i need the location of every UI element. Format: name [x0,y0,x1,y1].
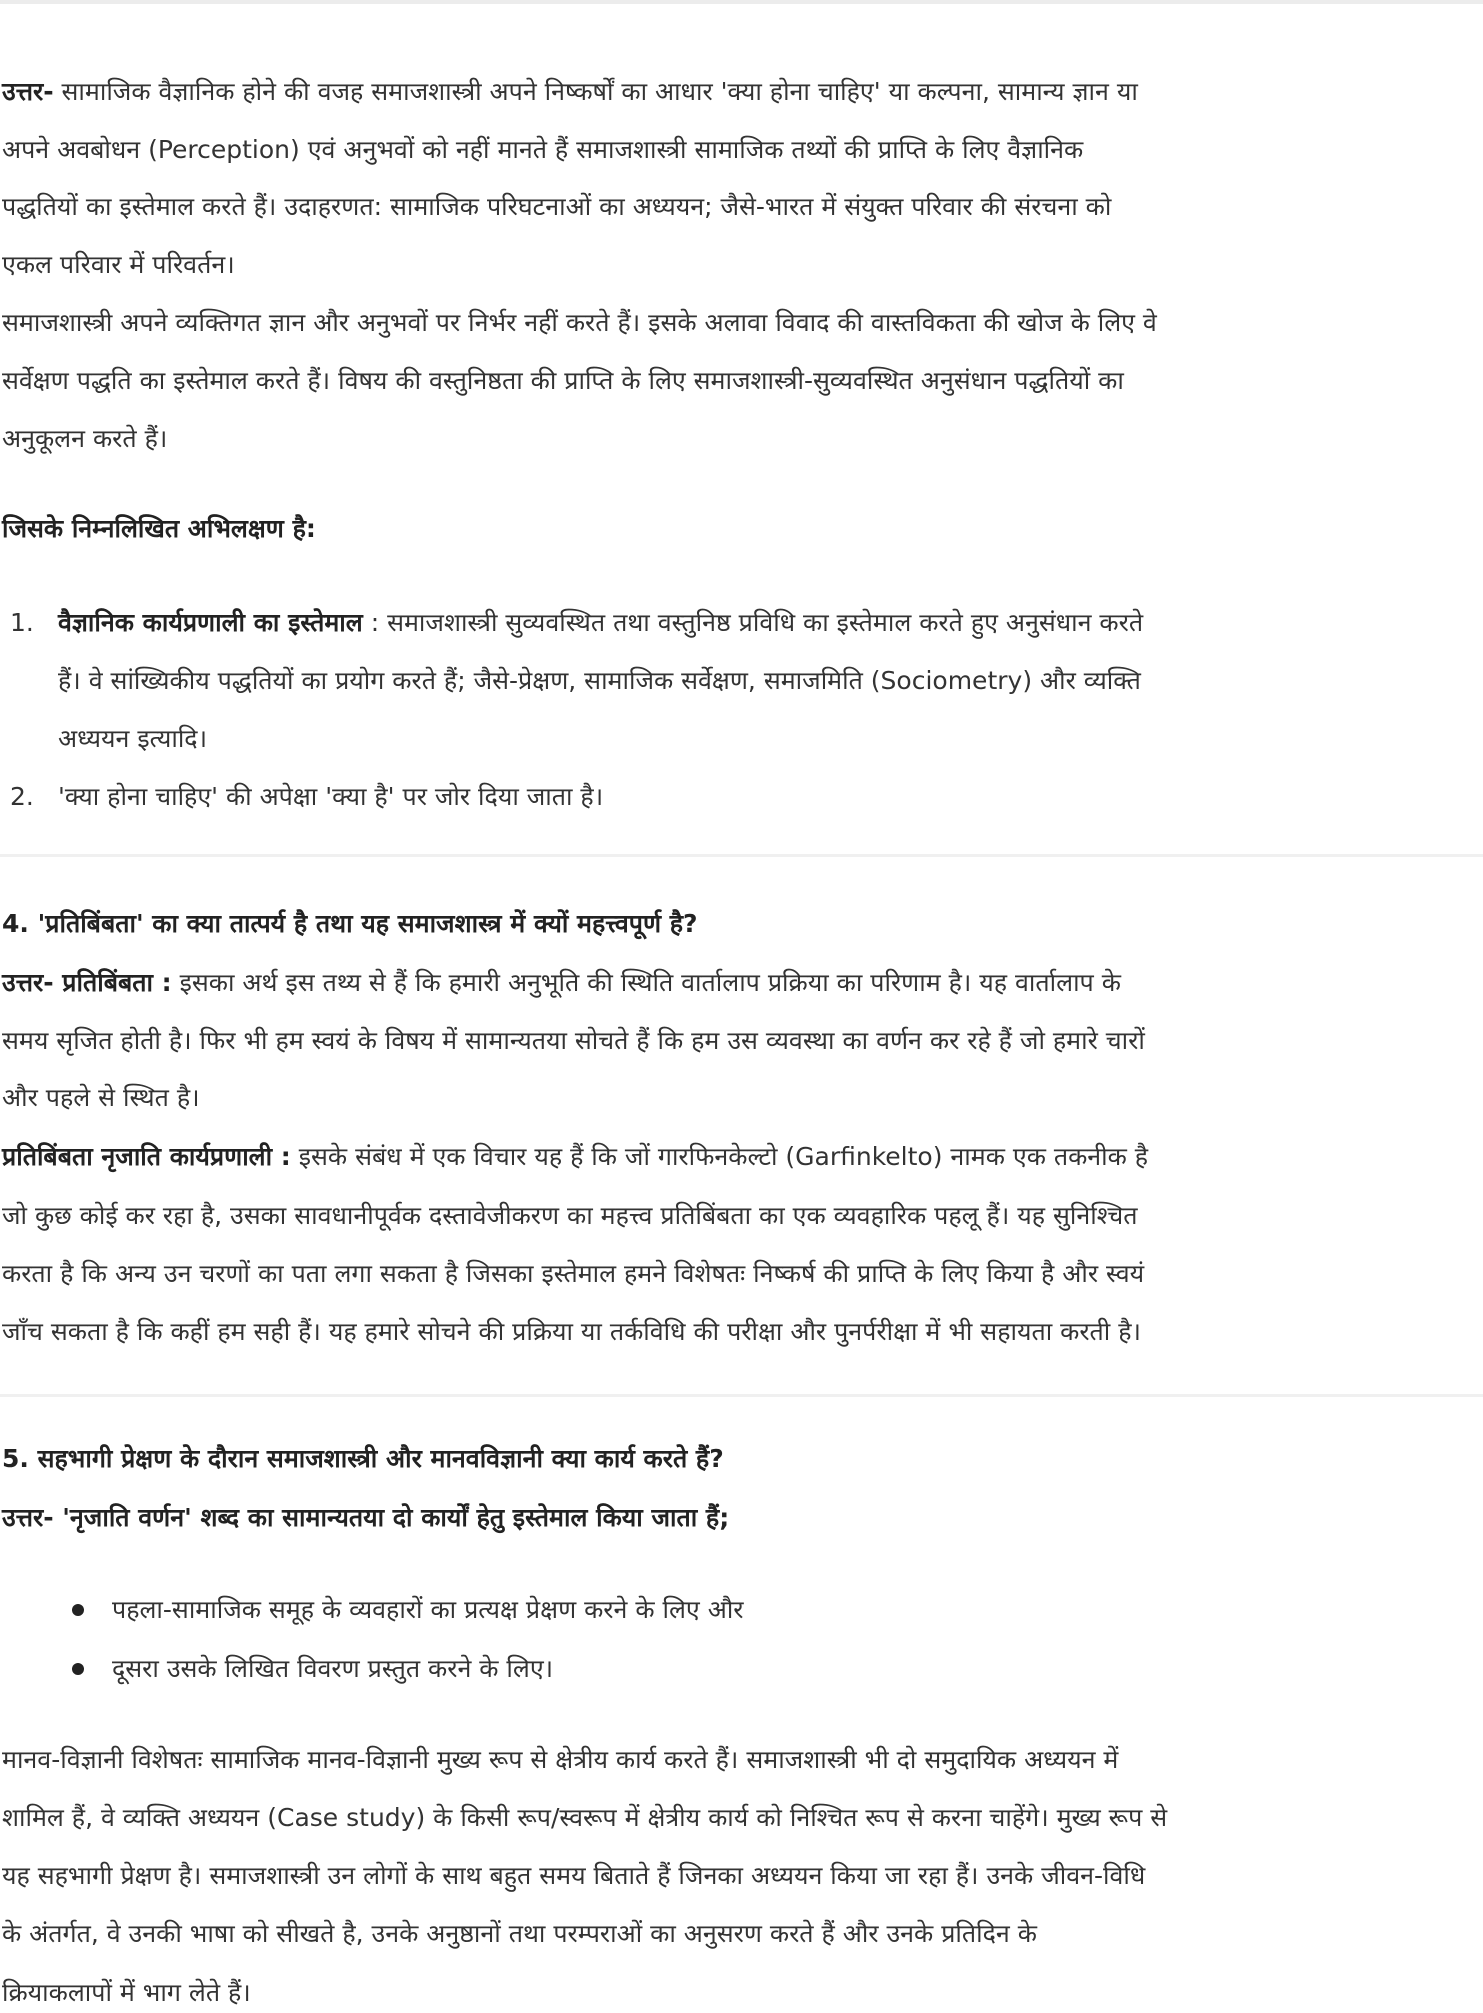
answer-line: क्रियाकलापों में भाग लेते हैं। [2,1978,251,2007]
text: : समाजशास्त्री सुव्यवस्थित तथा वस्तुनिष्ठ प्रविधि का इस्तेमाल करते हुए अनुसंधान करते [362,608,1144,637]
list-item: 'क्या होना चाहिए' की अपेक्षा 'क्या है' पर जोर दिया जाता है। [58,782,604,811]
question-heading: 4. 'प्रतिबिंबता' का क्या तात्पर्य है तथा यह समाजशास्त्र में क्यों महत्त्वपूर्ण है? [2,909,698,938]
features-heading: जिसके निम्नलिखित अभिलक्षण है: [2,514,316,543]
section-divider [0,1394,1483,1397]
answer-line: जाँच सकता है कि कहीं हम सही हैं। यह हमारे सोचने की प्रक्रिया या तर्कविधि की परीक्षा और पुनर्परीक्षा में भी सहायता करती है। [2,1317,1141,1346]
section-divider [0,854,1483,857]
question-heading: 5. सहभागी प्रेक्षण के दौरान समाजशास्त्री और मानवविज्ञानी क्या कार्य करते हैं? [2,1444,724,1473]
answer-line: करता है कि अन्य उन चरणों का पता लगा सकता है जिसका इस्तेमाल हमने विशेषतः निष्कर्ष की प्राप्ति के लिए किया है और स्वयं [2,1259,1145,1288]
answer-line [2,72,1138,112]
bullet-icon [72,1604,84,1616]
answer-line: समाजशास्त्री अपने व्यक्तिगत ज्ञान और अनुभवों पर निर्भर नहीं करते हैं। इसके अलावा विवाद की वास्तविकता की खोज के लिए वे [2,308,1157,337]
answer-line: के अंतर्गत, वे उनकी भाषा को सीखते है, उनके अनुष्ठानों तथा परम्पराओं का अनुसरण करते हैं और उनके प्रतिदिन के [2,1919,1037,1948]
text: इसके संबंध में एक विचार यह हैं कि जों गारफिनकेल्टो (Garfinkelto) नामक एक तकनीक है [290,1142,1149,1171]
answer-label: उत्तर- प्रतिबिंबता : [2,968,172,997]
answer-line: जो कुछ कोई कर रहा है, उसका सावधानीपूर्वक दस्तावेजीकरण का महत्त्व प्रतिबिंबता का एक व्यवहारिक पहलू हैं। यह सुनिश्चित [2,1201,1138,1230]
answer-line: शामिल हैं, वे व्यक्ति अध्ययन (Case study) के किसी रूप/स्वरूप में क्षेत्रीय कार्य को निश्चित रूप से करना चाहेंगे। मुख्य रूप से [2,1803,1168,1832]
answer-line: पद्धतियों का इस्तेमाल करते हैं। उदाहरणत: सामाजिक परिघटनाओं का अध्ययन; जैसे-भारत में संयुक्त परिवार की संरचना को [2,192,1112,221]
answer-line: यह सहभागी प्रेक्षण है। समाजशास्त्री उन लोगों के साथ बहुत समय बिताते हैं जिनका अध्ययन किया जा रहा हैं। उनके जीवन-विधि [2,1861,1146,1890]
list-number: 2. [10,782,34,811]
bullet-item: दूसरा उसके लिखित विवरण प्रस्तुत करने के लिए। [112,1654,554,1683]
subheading-label: प्रतिबिंबता नृजाति कार्यप्रणाली : [2,1142,291,1171]
list-item-line: अध्ययन इत्यादि। [58,724,208,753]
answer-line [2,963,1121,1003]
answer-line: एकल परिवार में परिवर्तन। [2,250,235,279]
answer-line: अनुकूलन करते हैं। [2,424,168,453]
answer-line: समय सृजित होती है। फिर भी हम स्वयं के विषय में सामान्यतया सोचते हैं कि हम उस व्यवस्था का वर्णन कर रहे हैं जो हमारे चारों [2,1026,1145,1055]
list-item-line: हैं। वे सांख्यिकीय पद्धतियों का प्रयोग करते हैं; जैसे-प्रेक्षण, सामाजिक सर्वेक्षण, समाजमिति (Sociometry) और व्यक्ति [58,666,1141,695]
text: इसका अर्थ इस तथ्य से हैं कि हमारी अनुभूति की स्थिति वार्तालाप प्रक्रिया का परिणाम है। यह वार्तालाप के [171,968,1121,997]
bullet-icon [72,1663,84,1675]
list-item [58,603,1143,643]
answer-heading: उत्तर- 'नृजाति वर्णन' शब्द का सामान्यतया दो कार्यों हेतु इस्तेमाल किया जाता हैं; [2,1503,730,1532]
answer-line: मानव-विज्ञानी विशेषतः सामाजिक मानव-विज्ञानी मुख्य रूप से क्षेत्रीय कार्य करते हैं। समाजशास्त्री भी दो समुदायिक अध्ययन में [2,1745,1119,1774]
list-item-title: वैज्ञानिक कार्यप्रणाली का इस्तेमाल [58,608,363,637]
answer-line: और पहले से स्थित है। [2,1083,200,1112]
bullet-item: पहला-सामाजिक समूह के व्यवहारों का प्रत्यक्ष प्रेक्षण करने के लिए और [112,1595,744,1624]
text: सामाजिक वैज्ञानिक होने की वजह समाजशास्त्री अपने निष्कर्षों का आधार 'क्या होना चाहिए' या कल्पना, सामान्य ज्ञान या [53,77,1138,106]
answer-line [2,1137,1148,1177]
answer-line: सर्वेक्षण पद्धति का इस्तेमाल करते हैं। विषय की वस्तुनिष्ठता की प्राप्ति के लिए समाजशास्त्री-सुव्यवस्थित अनुसंधान पद्धतियों का [2,366,1124,395]
top-border [0,0,1483,4]
answer-line: अपने अवबोधन (Perception) एवं अनुभवों को नहीं मानते हैं समाजशास्त्री सामाजिक तथ्यों की प्राप्ति के लिए वैज्ञानिक [2,135,1084,164]
list-number: 1. [10,608,34,637]
answer-label: उत्तर- [2,77,54,106]
